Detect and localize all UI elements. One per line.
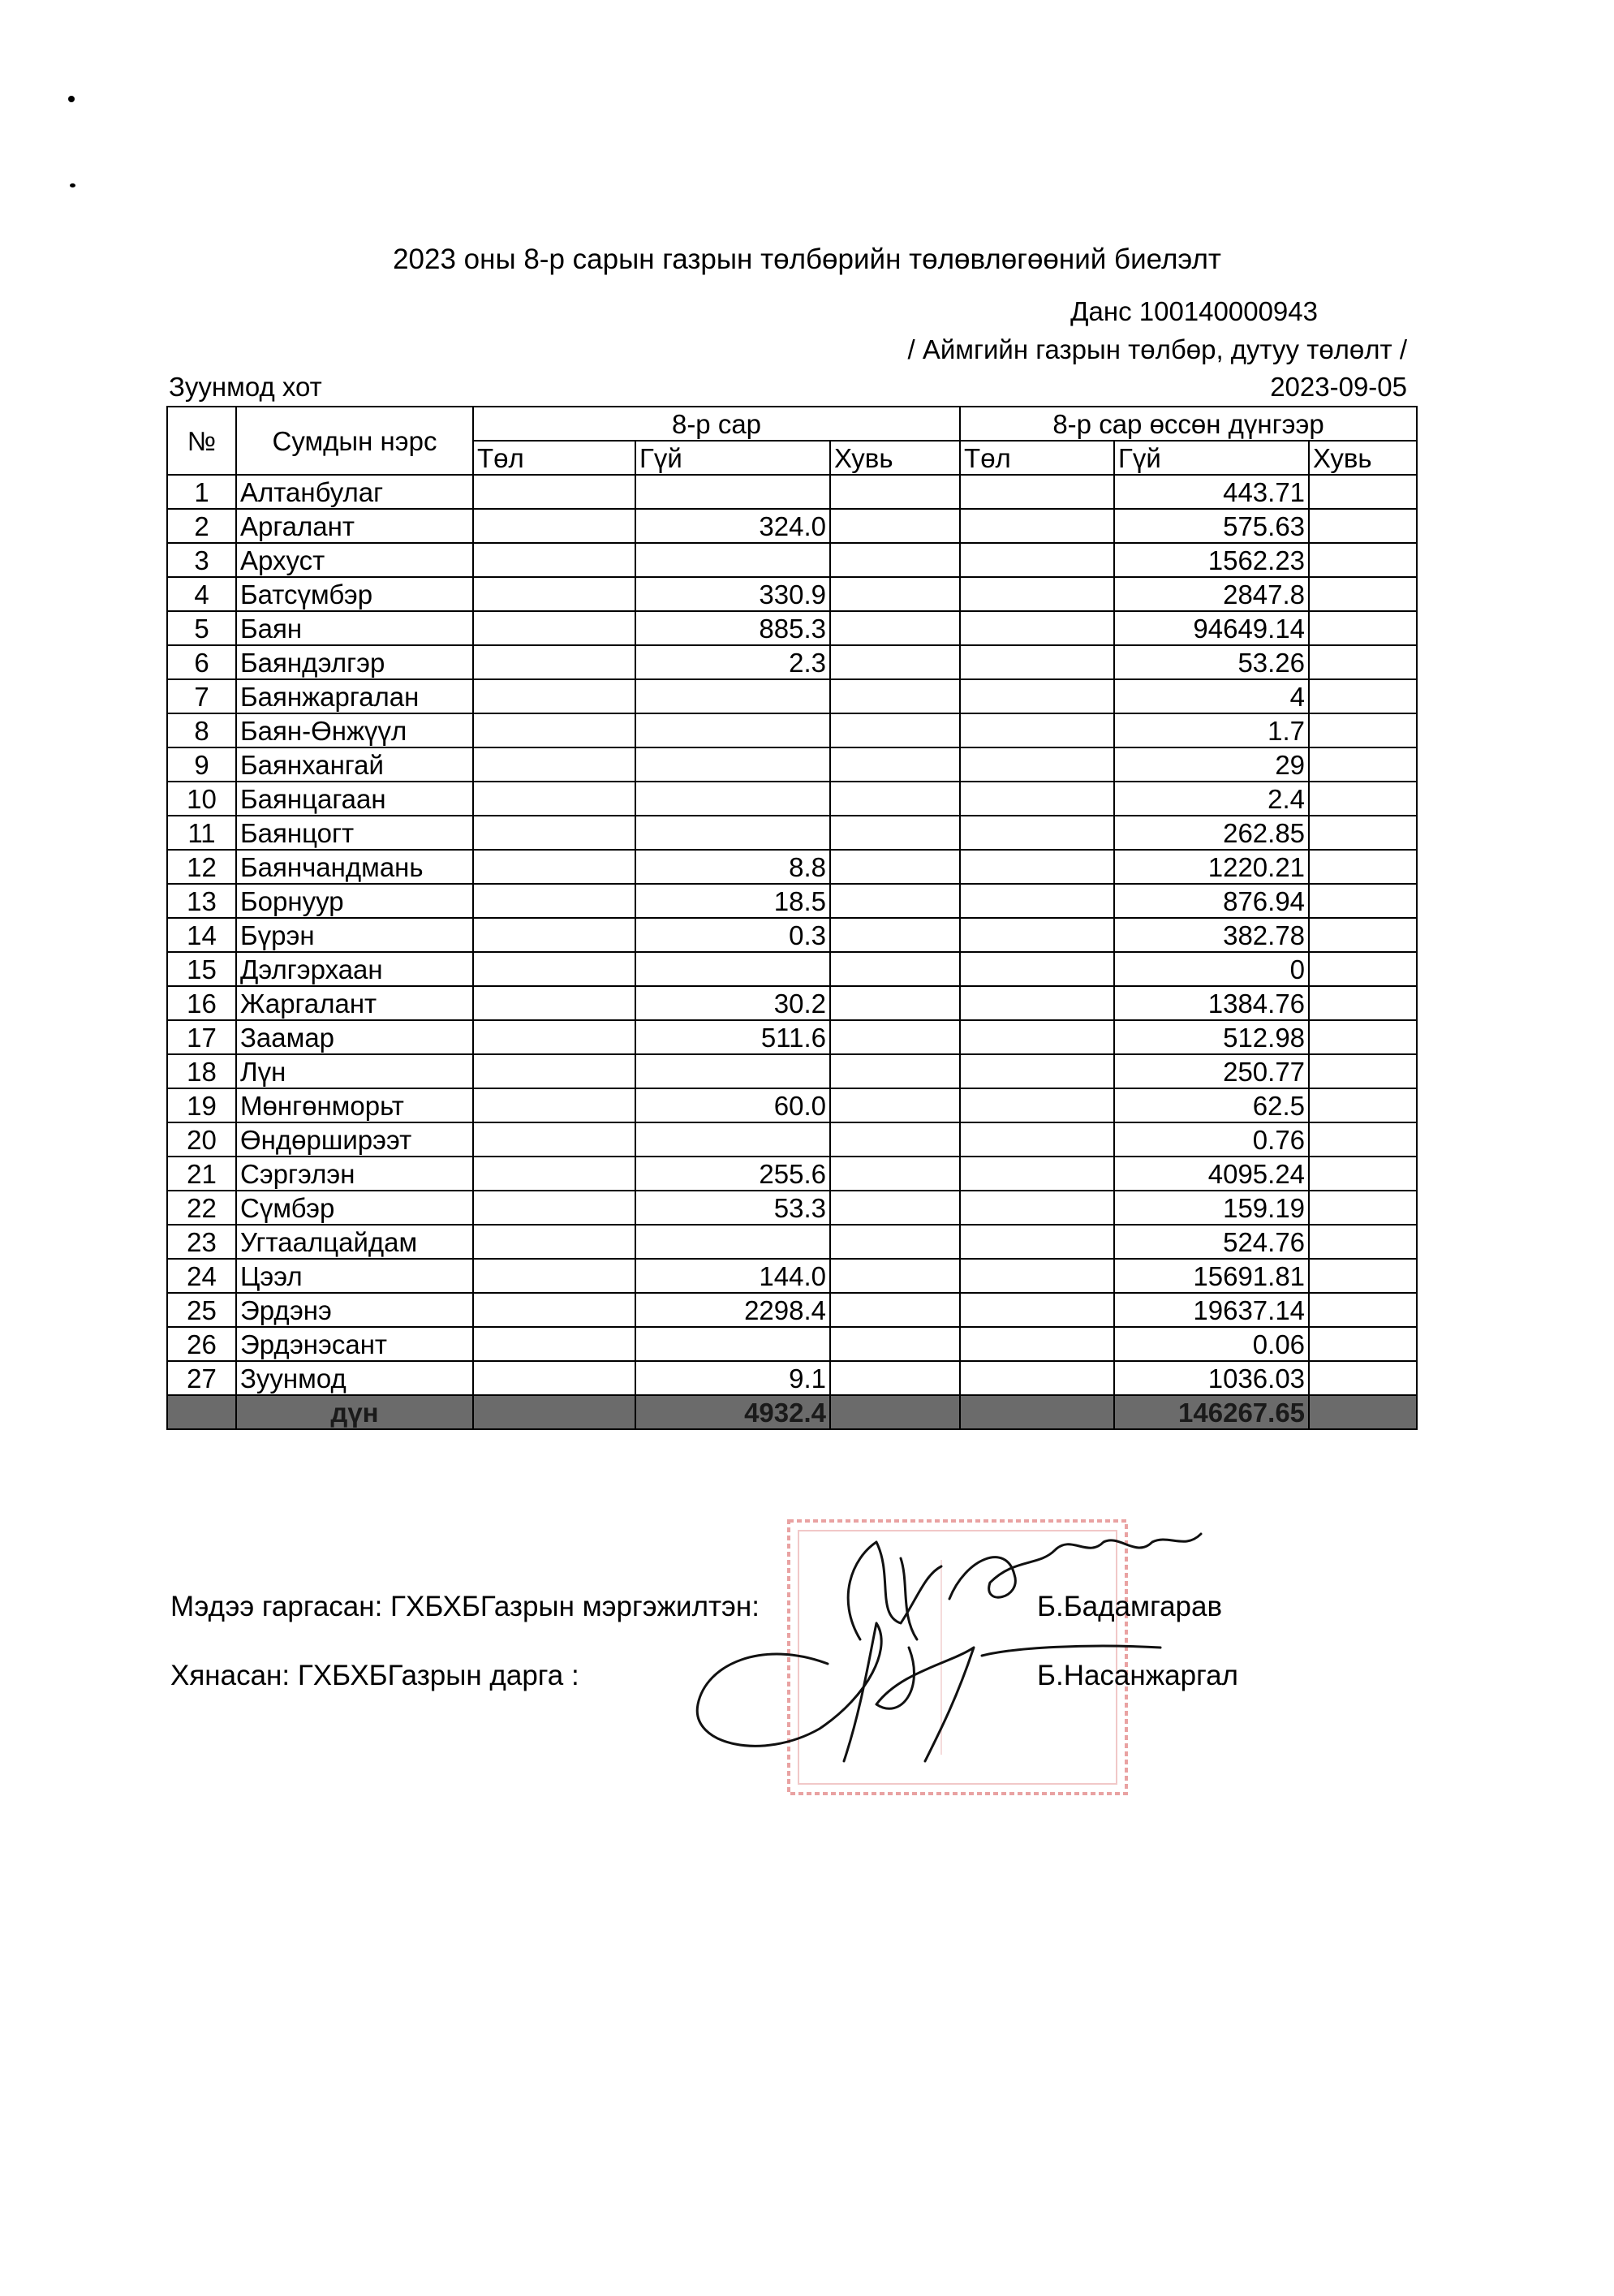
cumulative-percent-cell xyxy=(1309,1361,1417,1395)
subheader-cumulative-actual: Гүй xyxy=(1114,441,1309,475)
table-row xyxy=(167,1293,1417,1327)
cumulative-percent-cell xyxy=(1309,782,1417,816)
cumulative-actual-cell: 262.85 xyxy=(1114,816,1309,850)
month-plan-cell xyxy=(473,850,635,884)
month-plan-cell xyxy=(473,747,635,782)
sum-name-cell: Сүмбэр xyxy=(236,1191,473,1225)
month-actual-cell xyxy=(635,679,830,713)
month-percent-cell xyxy=(830,884,960,918)
cumulative-percent-cell xyxy=(1309,884,1417,918)
month-percent-cell xyxy=(830,782,960,816)
cumulative-plan-cell xyxy=(960,1361,1114,1395)
cumulative-percent-cell xyxy=(1309,986,1417,1020)
cumulative-percent-cell xyxy=(1309,1327,1417,1361)
cumulative-actual-cell: 53.26 xyxy=(1114,645,1309,679)
month-percent-cell xyxy=(830,1020,960,1054)
total-label: дүн xyxy=(236,1395,473,1429)
cumulative-percent-cell xyxy=(1309,1054,1417,1088)
month-plan-cell xyxy=(473,543,635,577)
cumulative-plan-cell xyxy=(960,747,1114,782)
month-actual-cell: 330.9 xyxy=(635,577,830,611)
cumulative-percent-cell xyxy=(1309,1293,1417,1327)
sum-name-cell: Цээл xyxy=(236,1259,473,1293)
cumulative-percent-cell xyxy=(1309,747,1417,782)
cumulative-actual-cell: 524.76 xyxy=(1114,1225,1309,1259)
row-number-cell: 2 xyxy=(167,509,236,543)
cumulative-plan-cell xyxy=(960,509,1114,543)
cumulative-actual-cell: 0 xyxy=(1114,952,1309,986)
subheader-cumulative-plan: Төл xyxy=(960,441,1114,475)
cumulative-percent-cell xyxy=(1309,918,1417,952)
cumulative-actual-cell: 250.77 xyxy=(1114,1054,1309,1088)
cumulative-actual-cell: 443.71 xyxy=(1114,475,1309,509)
month-percent-cell xyxy=(830,645,960,679)
row-number-cell: 19 xyxy=(167,1088,236,1122)
row-number-cell: 22 xyxy=(167,1191,236,1225)
month-plan-cell xyxy=(473,475,635,509)
month-percent-cell xyxy=(830,1225,960,1259)
table-row xyxy=(167,1122,1417,1157)
sum-name-cell: Эрдэнэсант xyxy=(236,1327,473,1361)
month-plan-cell xyxy=(473,611,635,645)
sum-name-cell: Дэлгэрхаан xyxy=(236,952,473,986)
month-actual-cell: 144.0 xyxy=(635,1259,830,1293)
cumulative-percent-cell xyxy=(1309,1191,1417,1225)
sum-name-cell: Архуст xyxy=(236,543,473,577)
month-percent-cell xyxy=(830,1157,960,1191)
month-percent-cell xyxy=(830,1259,960,1293)
month-plan-cell xyxy=(473,1054,635,1088)
total-cell-empty xyxy=(960,1395,1114,1429)
row-number-cell: 14 xyxy=(167,918,236,952)
row-number-cell: 23 xyxy=(167,1225,236,1259)
month-plan-cell xyxy=(473,1191,635,1225)
month-percent-cell xyxy=(830,1122,960,1157)
table-row xyxy=(167,952,1417,986)
month-percent-cell xyxy=(830,1191,960,1225)
total-cell-empty xyxy=(830,1395,960,1429)
scan-mark xyxy=(68,96,75,102)
row-number-cell: 5 xyxy=(167,611,236,645)
total-row xyxy=(167,1395,1417,1429)
cumulative-percent-cell xyxy=(1309,679,1417,713)
cumulative-plan-cell xyxy=(960,543,1114,577)
month-plan-cell xyxy=(473,1225,635,1259)
table-row xyxy=(167,850,1417,884)
cumulative-actual-cell: 4095.24 xyxy=(1114,1157,1309,1191)
row-number-cell: 20 xyxy=(167,1122,236,1157)
subheader-month-plan: Төл xyxy=(473,441,635,475)
month-actual-cell xyxy=(635,747,830,782)
table-row xyxy=(167,986,1417,1020)
cumulative-actual-cell: 0.06 xyxy=(1114,1327,1309,1361)
month-plan-cell xyxy=(473,509,635,543)
month-actual-cell: 9.1 xyxy=(635,1361,830,1395)
header-number: № xyxy=(167,407,236,475)
table-row xyxy=(167,1020,1417,1054)
row-number-cell: 26 xyxy=(167,1327,236,1361)
table-row xyxy=(167,747,1417,782)
sum-name-cell: Өндөрширээт xyxy=(236,1122,473,1157)
table-row xyxy=(167,816,1417,850)
month-percent-cell xyxy=(830,713,960,747)
month-actual-cell: 53.3 xyxy=(635,1191,830,1225)
month-percent-cell xyxy=(830,850,960,884)
sum-name-cell: Мөнгөнморьт xyxy=(236,1088,473,1122)
cumulative-percent-cell xyxy=(1309,1225,1417,1259)
row-number-cell: 4 xyxy=(167,577,236,611)
cumulative-plan-cell xyxy=(960,918,1114,952)
cumulative-percent-cell xyxy=(1309,850,1417,884)
month-actual-cell: 2.3 xyxy=(635,645,830,679)
table-body xyxy=(167,475,1417,1395)
month-actual-cell: 324.0 xyxy=(635,509,830,543)
month-actual-cell xyxy=(635,1054,830,1088)
month-percent-cell xyxy=(830,986,960,1020)
cumulative-percent-cell xyxy=(1309,475,1417,509)
table-row xyxy=(167,1361,1417,1395)
table-row xyxy=(167,884,1417,918)
cumulative-actual-cell: 876.94 xyxy=(1114,884,1309,918)
report-date: 2023-09-05 xyxy=(1270,372,1407,402)
sum-name-cell: Баянхангай xyxy=(236,747,473,782)
cumulative-actual-cell: 1562.23 xyxy=(1114,543,1309,577)
table-row xyxy=(167,1191,1417,1225)
cumulative-plan-cell xyxy=(960,713,1114,747)
sum-name-cell: Баяндэлгэр xyxy=(236,645,473,679)
cumulative-percent-cell xyxy=(1309,1259,1417,1293)
month-actual-cell xyxy=(635,475,830,509)
cumulative-plan-cell xyxy=(960,1259,1114,1293)
table-row xyxy=(167,1054,1417,1088)
subheader-month-actual: Гүй xyxy=(635,441,830,475)
cumulative-plan-cell xyxy=(960,1225,1114,1259)
cumulative-plan-cell xyxy=(960,1327,1114,1361)
table-row xyxy=(167,543,1417,577)
month-plan-cell xyxy=(473,577,635,611)
cumulative-actual-cell: 382.78 xyxy=(1114,918,1309,952)
cumulative-plan-cell xyxy=(960,782,1114,816)
sum-name-cell: Баян xyxy=(236,611,473,645)
cumulative-percent-cell xyxy=(1309,1122,1417,1157)
cumulative-actual-cell: 19637.14 xyxy=(1114,1293,1309,1327)
cumulative-percent-cell xyxy=(1309,543,1417,577)
month-plan-cell xyxy=(473,1088,635,1122)
handwritten-signatures xyxy=(633,1526,1250,1769)
cumulative-plan-cell xyxy=(960,679,1114,713)
month-percent-cell xyxy=(830,577,960,611)
sum-name-cell: Аргалант xyxy=(236,509,473,543)
month-actual-cell xyxy=(635,1122,830,1157)
prepared-by-name: Б.Бадамгарав xyxy=(1037,1591,1223,1622)
cumulative-plan-cell xyxy=(960,952,1114,986)
cumulative-percent-cell xyxy=(1309,952,1417,986)
row-number-cell: 15 xyxy=(167,952,236,986)
row-number-cell: 3 xyxy=(167,543,236,577)
cumulative-plan-cell xyxy=(960,645,1114,679)
cumulative-plan-cell xyxy=(960,986,1114,1020)
month-actual-cell xyxy=(635,543,830,577)
header-month: 8-р сар xyxy=(473,407,960,441)
scan-mark xyxy=(70,183,75,187)
row-number-cell: 7 xyxy=(167,679,236,713)
month-actual-cell xyxy=(635,713,830,747)
row-number-cell: 10 xyxy=(167,782,236,816)
cumulative-plan-cell xyxy=(960,884,1114,918)
cumulative-plan-cell xyxy=(960,1020,1114,1054)
table-row xyxy=(167,475,1417,509)
cumulative-actual-cell: 159.19 xyxy=(1114,1191,1309,1225)
month-actual-cell: 30.2 xyxy=(635,986,830,1020)
row-number-cell: 11 xyxy=(167,816,236,850)
cumulative-percent-cell xyxy=(1309,1020,1417,1054)
month-plan-cell xyxy=(473,679,635,713)
month-percent-cell xyxy=(830,611,960,645)
month-percent-cell xyxy=(830,1088,960,1122)
month-actual-cell: 511.6 xyxy=(635,1020,830,1054)
row-number-cell: 12 xyxy=(167,850,236,884)
cumulative-actual-cell: 2847.8 xyxy=(1114,577,1309,611)
month-percent-cell xyxy=(830,475,960,509)
month-percent-cell xyxy=(830,679,960,713)
month-actual-cell xyxy=(635,952,830,986)
sum-name-cell: Баянжаргалан xyxy=(236,679,473,713)
cumulative-plan-cell xyxy=(960,475,1114,509)
cumulative-percent-cell xyxy=(1309,1088,1417,1122)
month-plan-cell xyxy=(473,986,635,1020)
cumulative-plan-cell xyxy=(960,1088,1114,1122)
table-row xyxy=(167,577,1417,611)
table-row xyxy=(167,1225,1417,1259)
sum-name-cell: Угтаалцайдам xyxy=(236,1225,473,1259)
month-actual-cell: 18.5 xyxy=(635,884,830,918)
row-number-cell: 17 xyxy=(167,1020,236,1054)
cumulative-plan-cell xyxy=(960,1191,1114,1225)
month-plan-cell xyxy=(473,816,635,850)
cumulative-plan-cell xyxy=(960,611,1114,645)
month-actual-cell: 0.3 xyxy=(635,918,830,952)
row-number-cell: 1 xyxy=(167,475,236,509)
cumulative-actual-cell: 0.76 xyxy=(1114,1122,1309,1157)
month-plan-cell xyxy=(473,952,635,986)
city-label: Зуунмод хот xyxy=(169,372,322,402)
table-row xyxy=(167,1088,1417,1122)
row-number-cell: 9 xyxy=(167,747,236,782)
month-plan-cell xyxy=(473,1293,635,1327)
sum-name-cell: Сэргэлэн xyxy=(236,1157,473,1191)
table-row xyxy=(167,782,1417,816)
cumulative-plan-cell xyxy=(960,1293,1114,1327)
cumulative-percent-cell xyxy=(1309,611,1417,645)
month-plan-cell xyxy=(473,1157,635,1191)
total-month-debt: 4932.4 xyxy=(635,1395,830,1429)
sum-name-cell: Баянцагаан xyxy=(236,782,473,816)
month-percent-cell xyxy=(830,543,960,577)
sum-name-cell: Бүрэн xyxy=(236,918,473,952)
month-actual-cell: 255.6 xyxy=(635,1157,830,1191)
row-number-cell: 27 xyxy=(167,1361,236,1395)
cumulative-plan-cell xyxy=(960,850,1114,884)
month-actual-cell: 8.8 xyxy=(635,850,830,884)
subheader-cumulative-percent: Хувь xyxy=(1309,441,1417,475)
month-actual-cell: 885.3 xyxy=(635,611,830,645)
row-number-cell: 21 xyxy=(167,1157,236,1191)
document-title: 2023 оны 8-р сарын газрын төлбөрийн төлөвлөгөөний биелэлт xyxy=(393,243,1221,275)
table-row xyxy=(167,645,1417,679)
month-plan-cell xyxy=(473,884,635,918)
month-actual-cell xyxy=(635,816,830,850)
row-number-cell: 16 xyxy=(167,986,236,1020)
sum-name-cell: Жаргалант xyxy=(236,986,473,1020)
cumulative-actual-cell: 94649.14 xyxy=(1114,611,1309,645)
cumulative-plan-cell xyxy=(960,1157,1114,1191)
checked-by-label: Хянасан: ГХБХБГазрын дарга : xyxy=(170,1660,579,1691)
cumulative-plan-cell xyxy=(960,1054,1114,1088)
cumulative-plan-cell xyxy=(960,577,1114,611)
sum-name-cell: Зуунмод xyxy=(236,1361,473,1395)
row-number-cell: 24 xyxy=(167,1259,236,1293)
account-number: Данс 100140000943 xyxy=(1070,296,1318,326)
checked-by-name: Б.Насанжаргал xyxy=(1037,1660,1238,1691)
month-percent-cell xyxy=(830,1361,960,1395)
month-plan-cell xyxy=(473,645,635,679)
month-percent-cell xyxy=(830,1054,960,1088)
sum-name-cell: Лүн xyxy=(236,1054,473,1088)
month-actual-cell: 2298.4 xyxy=(635,1293,830,1327)
cumulative-actual-cell: 1.7 xyxy=(1114,713,1309,747)
sum-name-cell: Эрдэнэ xyxy=(236,1293,473,1327)
total-cumulative-debt: 146267.65 xyxy=(1114,1395,1309,1429)
row-number-cell: 8 xyxy=(167,713,236,747)
sum-name-cell: Баян-Өнжүүл xyxy=(236,713,473,747)
month-plan-cell xyxy=(473,713,635,747)
cumulative-percent-cell xyxy=(1309,1157,1417,1191)
month-actual-cell xyxy=(635,1327,830,1361)
month-plan-cell xyxy=(473,1327,635,1361)
sum-name-cell: Борнуур xyxy=(236,884,473,918)
cumulative-percent-cell xyxy=(1309,645,1417,679)
table-row xyxy=(167,713,1417,747)
total-cell-empty xyxy=(473,1395,635,1429)
cumulative-percent-cell xyxy=(1309,713,1417,747)
table-row xyxy=(167,1327,1417,1361)
month-actual-cell xyxy=(635,1225,830,1259)
cumulative-actual-cell: 1220.21 xyxy=(1114,850,1309,884)
sum-name-cell: Алтанбулаг xyxy=(236,475,473,509)
subheader-month-percent: Хувь xyxy=(830,441,960,475)
cumulative-actual-cell: 4 xyxy=(1114,679,1309,713)
cumulative-plan-cell xyxy=(960,1122,1114,1157)
month-percent-cell xyxy=(830,747,960,782)
table-row xyxy=(167,509,1417,543)
table-row xyxy=(167,918,1417,952)
month-percent-cell xyxy=(830,952,960,986)
cumulative-actual-cell: 1036.03 xyxy=(1114,1361,1309,1395)
document-subtitle: / Аймгийн газрын төлбөр, дутуу төлөлт / xyxy=(907,334,1407,364)
cumulative-plan-cell xyxy=(960,816,1114,850)
row-number-cell: 13 xyxy=(167,884,236,918)
total-cell-empty xyxy=(1309,1395,1417,1429)
month-percent-cell xyxy=(830,509,960,543)
row-number-cell: 25 xyxy=(167,1293,236,1327)
table-row xyxy=(167,1157,1417,1191)
month-plan-cell xyxy=(473,918,635,952)
cumulative-actual-cell: 62.5 xyxy=(1114,1088,1309,1122)
cumulative-actual-cell: 512.98 xyxy=(1114,1020,1309,1054)
sum-name-cell: Баянчандмань xyxy=(236,850,473,884)
cumulative-actual-cell: 29 xyxy=(1114,747,1309,782)
sum-name-cell: Баянцогт xyxy=(236,816,473,850)
month-plan-cell xyxy=(473,1122,635,1157)
month-percent-cell xyxy=(830,918,960,952)
cumulative-percent-cell xyxy=(1309,816,1417,850)
month-percent-cell xyxy=(830,1327,960,1361)
row-number-cell: 18 xyxy=(167,1054,236,1088)
prepared-by-label: Мэдээ гаргасан: ГХБХБГазрын мэргэжилтэн: xyxy=(170,1591,760,1622)
month-plan-cell xyxy=(473,1361,635,1395)
month-actual-cell xyxy=(635,782,830,816)
month-actual-cell: 60.0 xyxy=(635,1088,830,1122)
month-plan-cell xyxy=(473,782,635,816)
header-sum-name: Сумдын нэрс xyxy=(236,407,473,475)
month-percent-cell xyxy=(830,816,960,850)
cumulative-actual-cell: 15691.81 xyxy=(1114,1259,1309,1293)
cumulative-actual-cell: 2.4 xyxy=(1114,782,1309,816)
row-number-cell: 6 xyxy=(167,645,236,679)
cumulative-actual-cell: 575.63 xyxy=(1114,509,1309,543)
table-row xyxy=(167,1259,1417,1293)
header-cumulative: 8-р сар өссөн дүнгээр xyxy=(960,407,1417,441)
cumulative-percent-cell xyxy=(1309,577,1417,611)
table-row xyxy=(167,611,1417,645)
cumulative-percent-cell xyxy=(1309,509,1417,543)
month-plan-cell xyxy=(473,1259,635,1293)
sum-name-cell: Батсүмбэр xyxy=(236,577,473,611)
month-percent-cell xyxy=(830,1293,960,1327)
month-plan-cell xyxy=(473,1020,635,1054)
report-table xyxy=(166,406,1418,1430)
total-cell-empty xyxy=(167,1395,236,1429)
sum-name-cell: Заамар xyxy=(236,1020,473,1054)
cumulative-actual-cell: 1384.76 xyxy=(1114,986,1309,1020)
table-row xyxy=(167,679,1417,713)
